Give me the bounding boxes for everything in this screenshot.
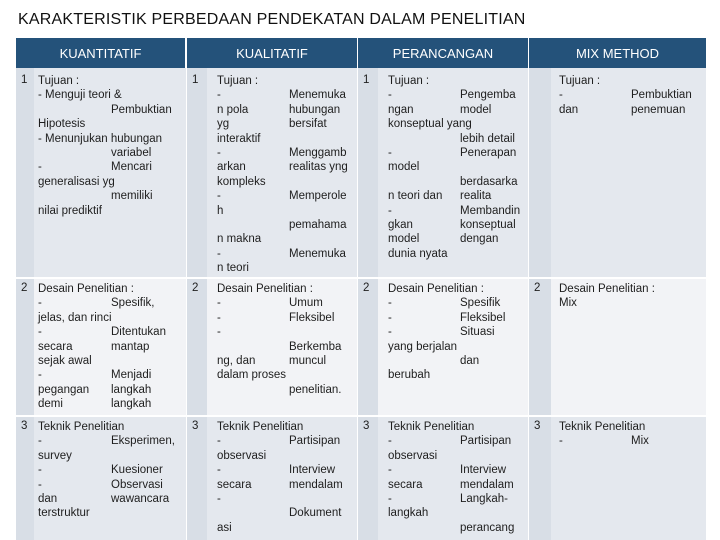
cell-text-left: generalisasi yg <box>38 175 115 188</box>
cell-text-left: - <box>38 326 42 339</box>
cell-teknik-col2 <box>217 420 362 535</box>
cell-text-left: ngan <box>388 103 414 116</box>
cell-text-left: secara <box>38 340 73 353</box>
cell-line <box>388 160 533 174</box>
cell-text-left: - <box>559 89 563 102</box>
cell-text-left: - <box>559 435 563 448</box>
cell-text-right: perancang <box>460 521 515 534</box>
cell-text-right: langkah <box>111 398 152 411</box>
cell-text-right: realita <box>460 190 492 203</box>
cell-line <box>388 368 533 382</box>
cell-line <box>217 204 362 218</box>
cell-line <box>217 247 362 261</box>
cell-line <box>388 232 533 246</box>
cell-line <box>38 132 183 146</box>
row-number: 3 <box>192 420 199 432</box>
cell-text-left: sejak awal <box>38 354 92 367</box>
cell-text-left: asi <box>217 521 232 534</box>
cell-text-left: Tujuan : <box>38 75 80 87</box>
cell-text-left: n teori dan <box>388 190 443 203</box>
row-number: 1 <box>192 74 199 86</box>
row-number: 3 <box>21 420 28 432</box>
cell-line <box>217 282 362 296</box>
cell-line <box>388 492 533 506</box>
cell-line <box>38 103 183 117</box>
cell-line <box>388 175 533 189</box>
cell-line <box>388 521 533 535</box>
cell-desain-col1 <box>38 282 183 412</box>
cell-line <box>38 204 183 218</box>
cell-line <box>559 103 704 117</box>
cell-line <box>388 247 533 261</box>
cell-line <box>217 340 362 354</box>
cell-line <box>217 521 362 535</box>
cell-text-right: memiliki <box>111 190 153 203</box>
cell-line <box>38 117 183 131</box>
cell-text-right: konseptual <box>460 218 516 231</box>
cell-text-left: dunia nyata <box>388 247 448 260</box>
cell-text-left: observasi <box>388 449 438 462</box>
cell-line <box>388 506 533 520</box>
cell-line <box>217 218 362 232</box>
cell-line <box>38 449 183 463</box>
cell-text-right: Fleksibel <box>460 311 506 324</box>
cell-line <box>38 189 183 203</box>
cell-text-left: - <box>217 435 221 448</box>
cell-text-left: Desain Penelitian : <box>217 283 313 295</box>
cell-text-left: Teknik Penelitian <box>217 421 304 433</box>
cell-line <box>388 434 533 448</box>
cell-text-right: penemuan <box>631 103 686 116</box>
cell-teknik-col3 <box>388 420 533 535</box>
cell-text-left: - <box>217 190 221 203</box>
cell-text-left: n teori <box>217 262 249 275</box>
cell-text-left: berubah <box>388 369 431 382</box>
header-kualitatif: KUALITATIF <box>187 38 358 68</box>
cell-line <box>38 74 183 88</box>
cell-line <box>217 463 362 477</box>
cell-line <box>38 478 183 492</box>
cell-text-right: Menemuka <box>289 89 346 102</box>
cell-line <box>559 88 704 102</box>
cell-text-left: - <box>217 297 221 310</box>
cell-text-right: dengan <box>460 233 499 246</box>
cell-text-left: secara <box>388 478 423 491</box>
cell-line <box>217 368 362 382</box>
cell-text-left: - <box>38 435 42 448</box>
cell-text-left: Teknik Penelitian <box>388 421 475 433</box>
header-perancangan: PERANCANGAN <box>358 38 529 68</box>
cell-text-left: Teknik Penelitian <box>38 421 125 433</box>
cell-line <box>388 132 533 146</box>
number-column-2 <box>187 68 207 540</box>
cell-line <box>38 397 183 411</box>
header-kuantitatif: KUANTITATIF <box>16 38 186 68</box>
cell-text-right: Situasi <box>460 326 495 339</box>
cell-line <box>217 478 362 492</box>
cell-line <box>217 160 362 174</box>
cell-line <box>217 103 362 117</box>
cell-line <box>217 383 362 397</box>
cell-text-left: nilai prediktif <box>38 204 102 217</box>
cell-text-right: Langkah- <box>460 492 508 505</box>
cell-line <box>388 146 533 160</box>
cell-text-left: model <box>388 233 420 246</box>
cell-text-left: Tujuan : <box>217 75 259 87</box>
cell-text-left: - <box>388 297 392 310</box>
cell-line <box>38 296 183 310</box>
cell-line <box>217 434 362 448</box>
cell-line <box>388 117 533 131</box>
cell-line <box>217 189 362 203</box>
cell-text-left: jelas, dan rinci <box>38 311 112 324</box>
cell-text-right: langkah <box>111 383 152 396</box>
cell-text-left: dalam proses <box>217 369 287 382</box>
cell-text-right: variabel <box>111 146 152 159</box>
cell-text-right: muncul <box>289 354 327 367</box>
cell-text-left: - <box>217 146 221 159</box>
cell-line <box>388 478 533 492</box>
cell-tujuan-col4 <box>559 74 704 117</box>
cell-line <box>38 325 183 339</box>
cell-text-left: survey <box>38 449 72 462</box>
cell-line <box>388 449 533 463</box>
row-divider <box>16 277 706 279</box>
cell-text-left: model <box>388 161 420 174</box>
cell-tujuan-col3 <box>388 74 533 261</box>
cell-text-left: - <box>217 311 221 324</box>
cell-text-right: Spesifik, <box>111 297 155 310</box>
cell-line <box>559 74 704 88</box>
cell-line <box>559 420 704 434</box>
cell-line <box>217 74 362 88</box>
cell-text-left: - <box>38 161 42 174</box>
cell-line <box>38 354 183 368</box>
cell-text-left: - Menguji teori & <box>38 89 122 102</box>
cell-line <box>217 261 362 275</box>
cell-line <box>217 506 362 520</box>
cell-text-left: yang berjalan <box>388 340 458 353</box>
cell-text-right: Interview <box>460 464 507 477</box>
cell-line <box>38 420 183 434</box>
cell-text-right: Interview <box>289 464 336 477</box>
cell-tujuan-col2 <box>217 74 362 275</box>
cell-text-left: arkan <box>217 161 246 174</box>
cell-text-left: - <box>388 146 392 159</box>
cell-line <box>388 354 533 368</box>
comparison-table <box>16 38 706 540</box>
cell-text-left: Desain Penelitian : <box>388 283 484 295</box>
cell-line <box>388 340 533 354</box>
row-number: 3 <box>534 420 541 432</box>
cell-line <box>38 311 183 325</box>
cell-text-right: dan <box>460 354 480 367</box>
cell-text-left: - <box>388 89 392 102</box>
cell-line <box>388 463 533 477</box>
cell-text-right: pemahama <box>289 218 347 231</box>
cell-text-left: - <box>388 326 392 339</box>
cell-text-left: demi <box>38 398 63 411</box>
cell-line <box>38 368 183 382</box>
cell-desain-col2 <box>217 282 362 397</box>
cell-text-left: - <box>38 369 42 382</box>
cell-text-right: Menemuka <box>289 247 346 260</box>
cell-line <box>38 146 183 160</box>
cell-line <box>38 383 183 397</box>
cell-text-right: mendalam <box>460 478 514 491</box>
cell-text-right: Pengemba <box>460 89 516 102</box>
page-title: KARAKTERISTIK PERBEDAAN PENDEKATAN DALAM PENELITIAN <box>18 11 526 28</box>
cell-line <box>217 325 362 339</box>
cell-line <box>388 218 533 232</box>
cell-text-left: - <box>217 247 221 260</box>
cell-text-right: Penerapan <box>460 146 517 159</box>
cell-text-right: Menjadi <box>111 369 152 382</box>
cell-text-left: n makna <box>217 233 262 246</box>
cell-line <box>38 88 183 102</box>
row-number: 2 <box>21 282 28 294</box>
cell-text-right: realitas yng <box>289 161 348 174</box>
cell-line <box>217 117 362 131</box>
cell-line <box>217 88 362 102</box>
cell-text-left: - <box>217 89 221 102</box>
cell-text-left: - <box>217 492 221 505</box>
cell-text-right: Eksperimen, <box>111 435 175 448</box>
cell-text-right: Observasi <box>111 478 163 491</box>
cell-text-right: Partisipan <box>289 435 341 448</box>
header-mix-method: MIX METHOD <box>529 38 706 68</box>
cell-text-left: - <box>388 492 392 505</box>
cell-line <box>38 506 183 520</box>
cell-text-left: langkah <box>388 507 429 520</box>
cell-text-right: model <box>460 103 492 116</box>
cell-text-right: Membandin <box>460 204 521 217</box>
cell-text-left: - <box>38 297 42 310</box>
cell-line <box>38 160 183 174</box>
cell-text-left: terstruktur <box>38 507 90 520</box>
row-number: 2 <box>534 282 541 294</box>
cell-text-left: observasi <box>217 449 267 462</box>
cell-text-left: Tujuan : <box>388 75 430 87</box>
cell-text-right: Menggamb <box>289 146 347 159</box>
cell-text-right: Berkemba <box>289 340 342 353</box>
cell-line <box>217 449 362 463</box>
cell-line <box>388 325 533 339</box>
cell-line <box>388 189 533 203</box>
cell-text-left: Teknik Penelitian <box>559 421 646 433</box>
cell-teknik-col4 <box>559 420 704 449</box>
cell-line <box>559 296 704 310</box>
cell-text-right: Pembuktian <box>111 103 172 116</box>
cell-line <box>388 296 533 310</box>
number-column-1 <box>16 68 34 540</box>
cell-text-left: Mix <box>559 297 577 310</box>
cell-text-right: Partisipan <box>460 435 512 448</box>
cell-text-left: h <box>217 204 224 217</box>
cell-line <box>217 132 362 146</box>
cell-text-right: Mencari <box>111 161 152 174</box>
row-number: 2 <box>192 282 199 294</box>
cell-text-left: gkan <box>388 218 413 231</box>
cell-text-right: Umum <box>289 297 323 310</box>
cell-text-left: yg <box>217 118 230 131</box>
cell-line <box>38 175 183 189</box>
cell-text-left: Hipotesis <box>38 118 86 131</box>
cell-desain-col3 <box>388 282 533 383</box>
cell-text-right: hubungan <box>289 103 341 116</box>
row-number: 1 <box>21 74 28 86</box>
cell-line <box>38 434 183 448</box>
row-number: 2 <box>363 282 370 294</box>
cell-line <box>217 296 362 310</box>
row-number: 1 <box>363 74 370 86</box>
cell-text-left: dan <box>38 492 58 505</box>
cell-text-right: Kuesioner <box>111 464 163 477</box>
cell-line <box>388 88 533 102</box>
cell-text-left: secara <box>217 478 252 491</box>
cell-desain-col4 <box>559 282 704 311</box>
cell-line <box>217 175 362 189</box>
cell-line <box>559 434 704 448</box>
cell-line <box>559 282 704 296</box>
column-divider <box>186 68 187 540</box>
cell-text-left: - <box>217 464 221 477</box>
cell-text-left: - Menunjukan hubungan <box>38 132 163 145</box>
cell-text-right: Fleksibel <box>289 311 335 324</box>
cell-line <box>38 340 183 354</box>
cell-line <box>388 282 533 296</box>
cell-text-left: - <box>38 464 42 477</box>
cell-text-right: Ditentukan <box>111 326 166 339</box>
cell-text-left: Desain Penelitian : <box>38 283 134 295</box>
cell-line <box>217 492 362 506</box>
cell-text-right: Pembuktian <box>631 89 692 102</box>
cell-line <box>388 420 533 434</box>
cell-teknik-col1 <box>38 420 183 521</box>
cell-text-left: Desain Penelitian : <box>559 283 655 295</box>
cell-text-right: Spesifik <box>460 297 501 310</box>
cell-text-right: penelitian. <box>289 383 342 396</box>
cell-text-left: - <box>388 204 392 217</box>
cell-line <box>388 311 533 325</box>
cell-line <box>38 492 183 506</box>
cell-text-right: mantap <box>111 340 150 353</box>
cell-text-right: wawancara <box>111 492 170 505</box>
cell-line <box>217 311 362 325</box>
cell-text-left: n pola <box>217 103 249 116</box>
cell-text-right: berdasarka <box>460 175 518 188</box>
cell-line <box>388 204 533 218</box>
cell-line <box>38 282 183 296</box>
cell-text-right: mendalam <box>289 478 343 491</box>
cell-text-left: interaktif <box>217 132 261 145</box>
cell-text-left: dan <box>559 103 579 116</box>
cell-line <box>217 146 362 160</box>
cell-text-right: Mix <box>631 435 649 448</box>
cell-text-left: - <box>388 435 392 448</box>
cell-text-right: Dokument <box>289 507 342 520</box>
cell-text-right: bersifat <box>289 118 327 131</box>
cell-text-left: ng, dan <box>217 354 256 367</box>
cell-text-left: - <box>217 326 221 339</box>
cell-line <box>217 354 362 368</box>
cell-text-left: pegangan <box>38 383 90 396</box>
row-number: 3 <box>363 420 370 432</box>
cell-text-right: lebih detail <box>460 132 515 145</box>
cell-text-left: konseptual yang <box>388 118 472 131</box>
cell-line <box>388 74 533 88</box>
cell-text-left: - <box>38 478 42 491</box>
cell-text-left: - <box>388 311 392 324</box>
cell-line <box>388 103 533 117</box>
cell-line <box>217 420 362 434</box>
cell-text-left: Tujuan : <box>559 75 601 87</box>
cell-text-left: kompleks <box>217 175 266 188</box>
cell-line <box>217 232 362 246</box>
cell-tujuan-col1 <box>38 74 183 218</box>
row-divider <box>16 415 706 417</box>
cell-line <box>38 463 183 477</box>
cell-text-left: - <box>388 464 392 477</box>
cell-text-right: Memperole <box>289 190 347 203</box>
